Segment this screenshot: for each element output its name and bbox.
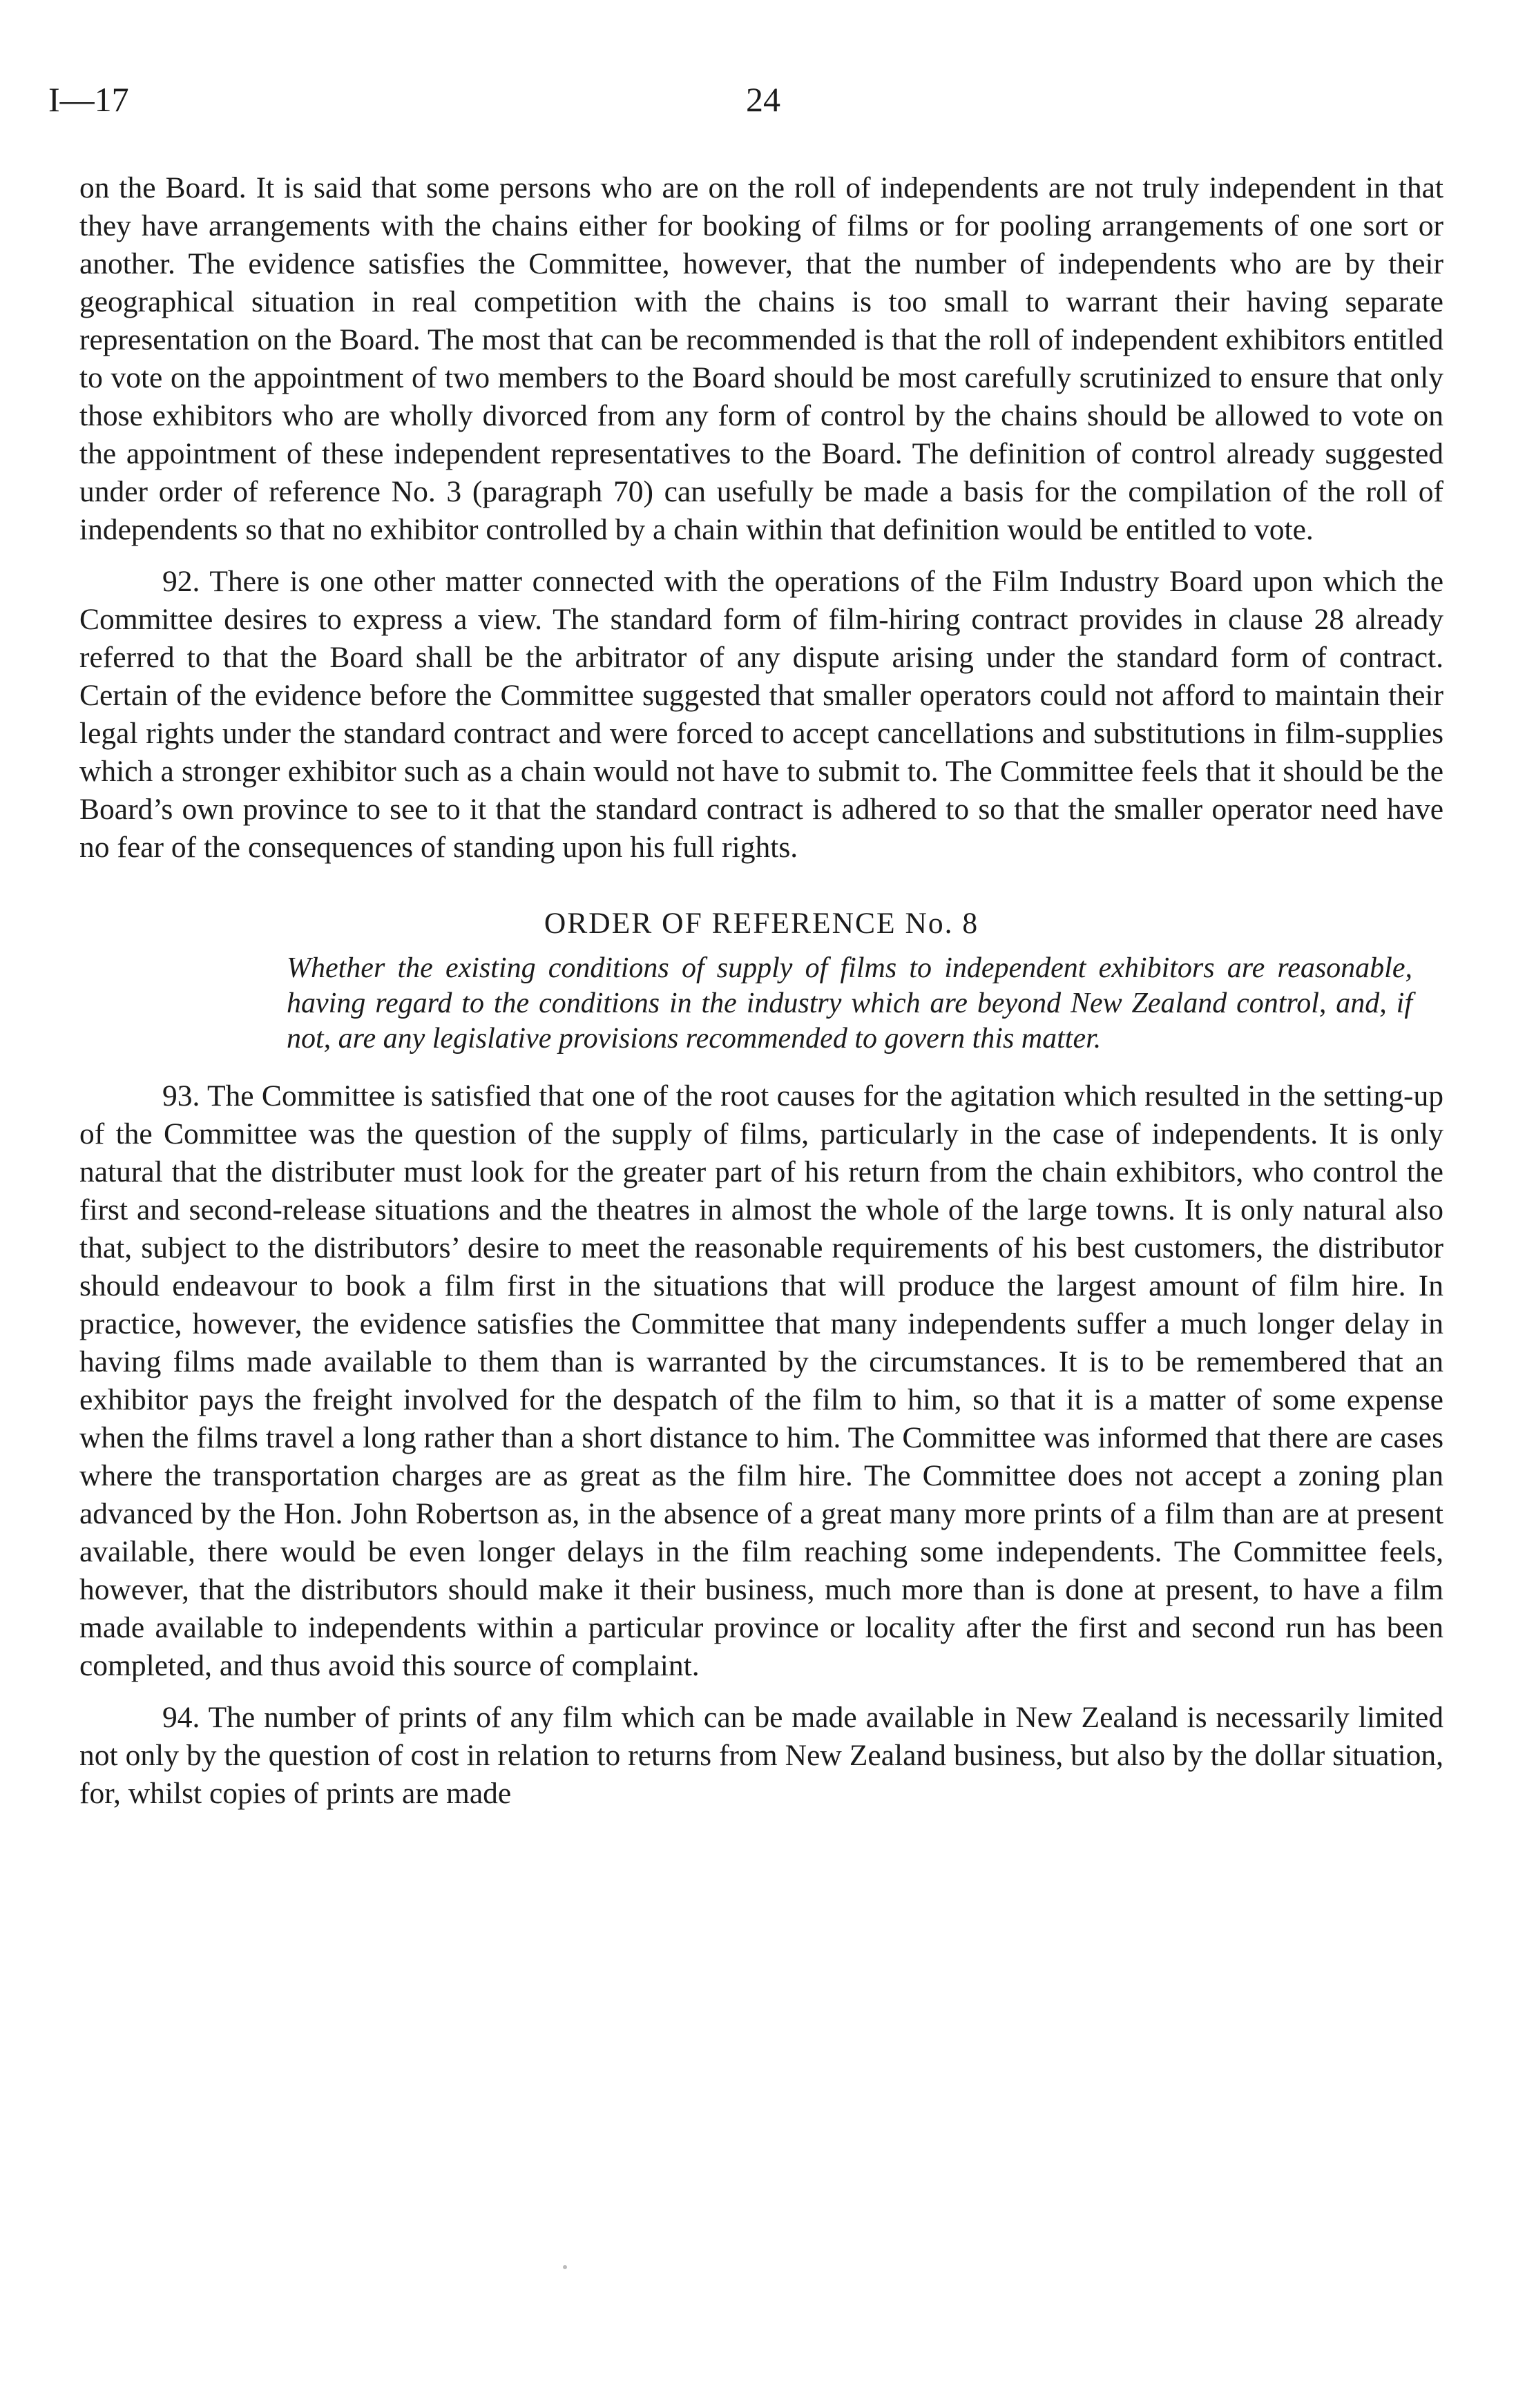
- document-body: [79, 169, 1443, 1827]
- paragraph-93: 93. The Committee is satisfied that one of the root causes for the agitation which resulted in the setting-up of the Committee was the question of the supply of films, particularly in the case of independents. It is only natural that the distributer must look for the greater part of his return from the chain exhibitors, who control the first and second-release situations and the theatres in almost the whole of the large towns. It is only natural also that, subject to the distributors’ desire to meet the reasonable requirements of his best customers, the distributor should endeavour to book a film first in the situations that will produce the largest amount of film hire. In practice, however, the evidence satisfies the Committee that many independents suffer a much longer delay in having films made available to them than is warranted by the circumstances. It is to be remembered that an exhibitor pays the freight involved for the despatch of the film to him, so that it is a matter of some expense when the films travel a long rather than a short distance to him. The Committee was informed that there are cases where the transportation charges are as great as the film hire. The Committee does not accept a zoning plan advanced by the Hon. John Robertson as, in the absence of a great many more prints of a film than are at present available, there would be even longer delays in the film reaching some independents. The Committee feels, however, that the distributors should make it their business, much more than is done at present, to have a film made available to independents within a particular province or locality after the first and second run has been completed, and thus avoid this source of complaint.: [79, 1079, 1443, 1682]
- order-of-reference-text: Whether the existing conditions of supply of films to independent exhibitors are reasonable, having regard to the conditions in the industry which are beyond New Zealand control, and, if not, are any legislative provisions recommended to govern this matter.: [287, 952, 1412, 1054]
- scan-dot: [563, 2265, 567, 2269]
- paragraph-92: 92. There is one other matter connected with the operations of the Film Industry Board upon which the Committee desires to express a view. The standard form of film-hiring contract provides in clause 28 already referred to that the Board shall be the arbitrator of any dispute arising under the standard form of contract. Certain of the evidence before the Committee suggested that smaller operators could not afford to maintain their legal rights under the standard contract and were forced to accept cancellations and substitutions in film-supplies which a stronger exhibitor such as a chain would not have to submit to. The Committee feels that it should be the Board’s own province to see to it that the standard contract is adhered to so that the smaller operator need have no fear of the consequences of standing upon his full rights.: [79, 565, 1443, 864]
- page-header: [48, 79, 1471, 128]
- document-reference: I—17: [48, 80, 129, 119]
- page-number: 24: [746, 80, 780, 119]
- paragraph-94: 94. The number of prints of any film which can be made available in New Zealand is necessarily limited not only by the question of cost in relation to returns from New Zealand business, but also by the dollar situation, for, whilst copies of prints are made: [79, 1701, 1443, 1810]
- paragraph-continuation: on the Board. It is said that some persons who are on the roll of independents are not truly independent in that they have arrangements with the chains either for booking of films or for pooling arrangements of one sort or another. The evidence satisfies the Committee, however, that the number of independents who are by their geographical situation in real competition with the chains is too small to warrant their having separate representation on the Board. The most that can be recommended is that the roll of independent exhibitors entitled to vote on the appointment of two members to the Board should be most carefully scrutinized to ensure that only those exhibitors who are wholly divorced from any form of control by the chains should be allowed to vote on the appointment of these independent representatives to the Board. The definition of control already suggested under order of reference No. 3 (paragraph 70) can usefully be made a basis for the compilation of the roll of independents so that no exhibitor controlled by a chain within that definition would be entitled to vote.: [79, 171, 1443, 546]
- section-heading: ORDER OF REFERENCE No. 8: [544, 907, 979, 940]
